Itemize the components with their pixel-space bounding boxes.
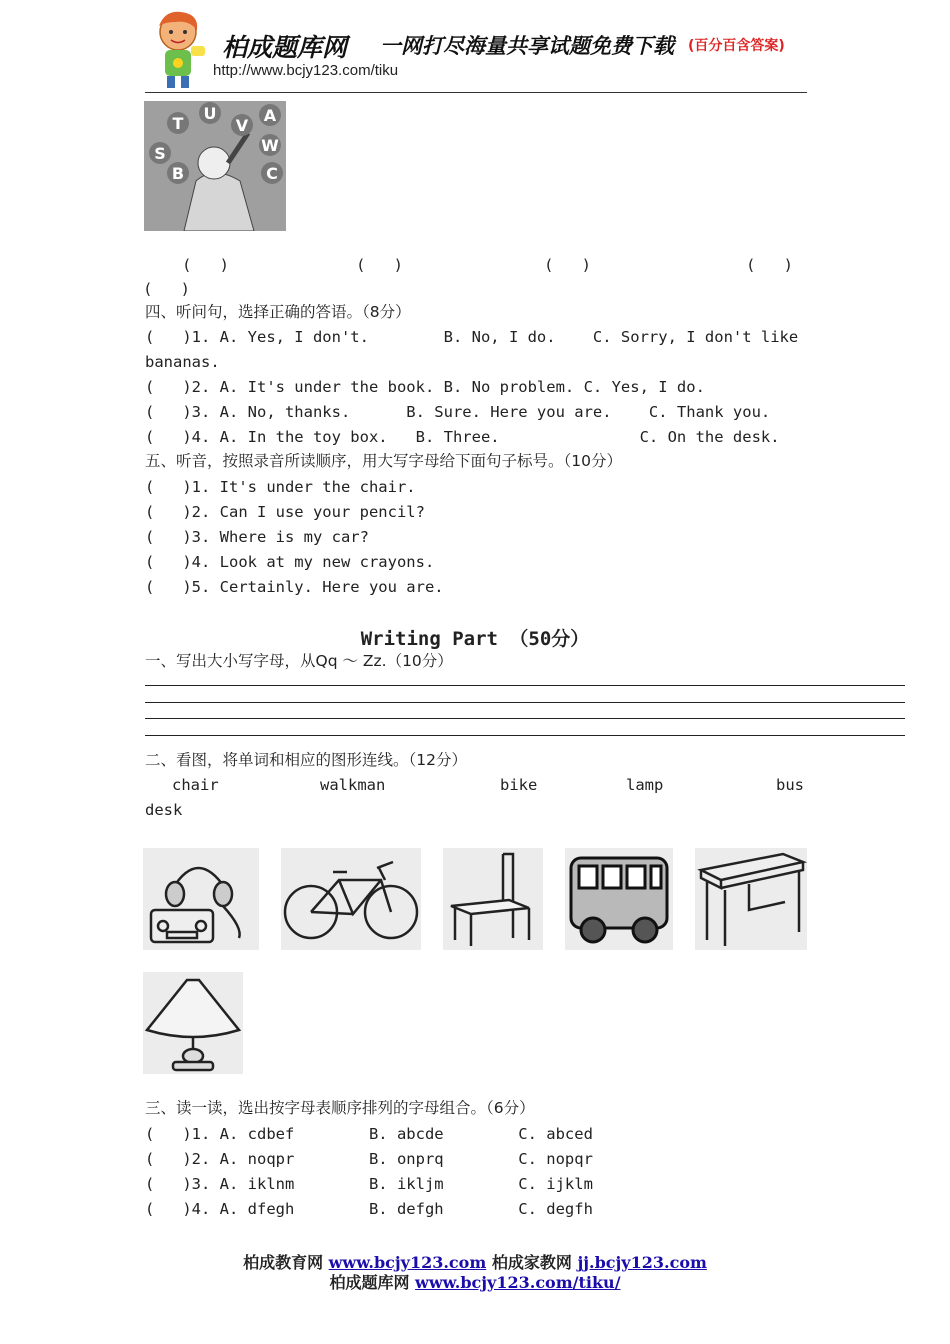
- letter-C: C: [266, 164, 278, 183]
- header-divider: [145, 92, 807, 93]
- letter-V: V: [235, 116, 249, 135]
- section4-q3: ( )3. A. No, thanks. B. Sure. Here you are. C. Thank you.: [145, 403, 771, 421]
- writing-q2-title: 二、看图，将单词和相应的图形连线。（12分）: [145, 751, 467, 769]
- writing-q1-title: 一、写出大小写字母，从Qq ～ Zz.（10分）: [145, 652, 453, 670]
- word-walkman[interactable]: walkman: [320, 776, 386, 794]
- word-desk[interactable]: desk: [145, 801, 183, 819]
- section4-title: 四、听问句，选择正确的答语。（8分）: [145, 303, 411, 321]
- lamp-picture[interactable]: [143, 972, 243, 1074]
- footer-tutor-link[interactable]: jj.bcjy123.com: [577, 1253, 707, 1272]
- footer-tiku-link[interactable]: www.bcjy123.com/tiku/: [415, 1273, 621, 1292]
- answer-badge: (百分百含答案): [688, 38, 785, 54]
- section5-q3: ( )3. Where is my car?: [145, 528, 369, 546]
- mascot-logo: [145, 8, 215, 92]
- footer-line-2: [0, 1270, 950, 1293]
- footer-tiku-label: 柏成题库网: [329, 1273, 410, 1292]
- word-bus[interactable]: bus: [776, 776, 804, 794]
- writing-line-4[interactable]: [145, 735, 905, 736]
- writing-q3-4: ( )4. A. dfegh B. defgh C. degfh: [145, 1200, 593, 1218]
- writing-q3-1: ( )1. A. cdbef B. abcde C. abced: [145, 1125, 593, 1143]
- chair-picture[interactable]: [443, 848, 543, 950]
- answer-blank-5[interactable]: ( ): [145, 280, 189, 298]
- answer-blank-1[interactable]: ( ): [184, 256, 228, 274]
- bike-picture[interactable]: [281, 848, 421, 950]
- writing-q3-title: 三、读一读，选出按字母表顺序排列的字母组合。（6分）: [145, 1099, 535, 1117]
- bus-picture[interactable]: [565, 848, 673, 950]
- writing-q3-3: ( )3. A. iklnm B. ikljm C. ijklm: [145, 1175, 593, 1193]
- letter-W: W: [261, 136, 279, 155]
- section4-q1: ( )1. A. Yes, I don't. B. No, I do. C. Sorry, I don't like: [145, 328, 799, 346]
- section5-q2: ( )2. Can I use your pencil?: [145, 503, 425, 521]
- site-slogan: 一网打尽海量共享试题免费下载: [380, 34, 674, 58]
- section4-q1-cont: bananas.: [145, 353, 220, 371]
- answer-blank-3[interactable]: ( ): [546, 256, 590, 274]
- alphabet-picture: [144, 101, 286, 231]
- footer-edu-link[interactable]: www.bcjy123.com: [328, 1253, 487, 1272]
- site-name: 柏成题库网: [222, 33, 348, 62]
- footer-tutor-label: 柏成家教网: [491, 1253, 572, 1272]
- word-lamp[interactable]: lamp: [626, 776, 664, 794]
- header-url: http://www.bcjy123.com/tiku: [213, 62, 399, 79]
- letter-A: A: [263, 106, 277, 125]
- writing-line-2[interactable]: [145, 702, 905, 703]
- section4-q2: ( )2. A. It's under the book. B. No problem. C. Yes, I do.: [145, 378, 705, 396]
- word-chair[interactable]: chair: [172, 776, 219, 794]
- section5-q5: ( )5. Certainly. Here you are.: [145, 578, 444, 596]
- walkman-picture[interactable]: [143, 848, 259, 950]
- section5-title: 五、听音，按照录音所读顺序，用大写字母给下面句子标号。（10分）: [145, 452, 622, 470]
- desk-picture[interactable]: [695, 848, 807, 950]
- word-bike[interactable]: bike: [500, 776, 538, 794]
- boy-pointing-letters-illustration: [144, 101, 286, 231]
- answer-blank-4[interactable]: ( ): [748, 256, 792, 274]
- footer-edu-label: 柏成教育网: [243, 1253, 324, 1272]
- letter-U: U: [203, 104, 217, 123]
- section5-q1: ( )1. It's under the chair.: [145, 478, 416, 496]
- section5-q4: ( )4. Look at my new crayons.: [145, 553, 435, 571]
- answer-blank-2[interactable]: ( ): [358, 256, 402, 274]
- writing-line-3[interactable]: [145, 718, 905, 719]
- section4-q4: ( )4. A. In the toy box. B. Three. C. On the desk.: [145, 428, 780, 446]
- letter-B: B: [171, 164, 185, 183]
- letter-S: S: [154, 144, 166, 163]
- writing-q3-2: ( )2. A. noqpr B. onprq C. nopqr: [145, 1150, 593, 1168]
- writing-line-1[interactable]: [145, 685, 905, 686]
- writing-part-title: Writing Part （50分）: [360, 628, 590, 650]
- letter-T: T: [172, 114, 184, 133]
